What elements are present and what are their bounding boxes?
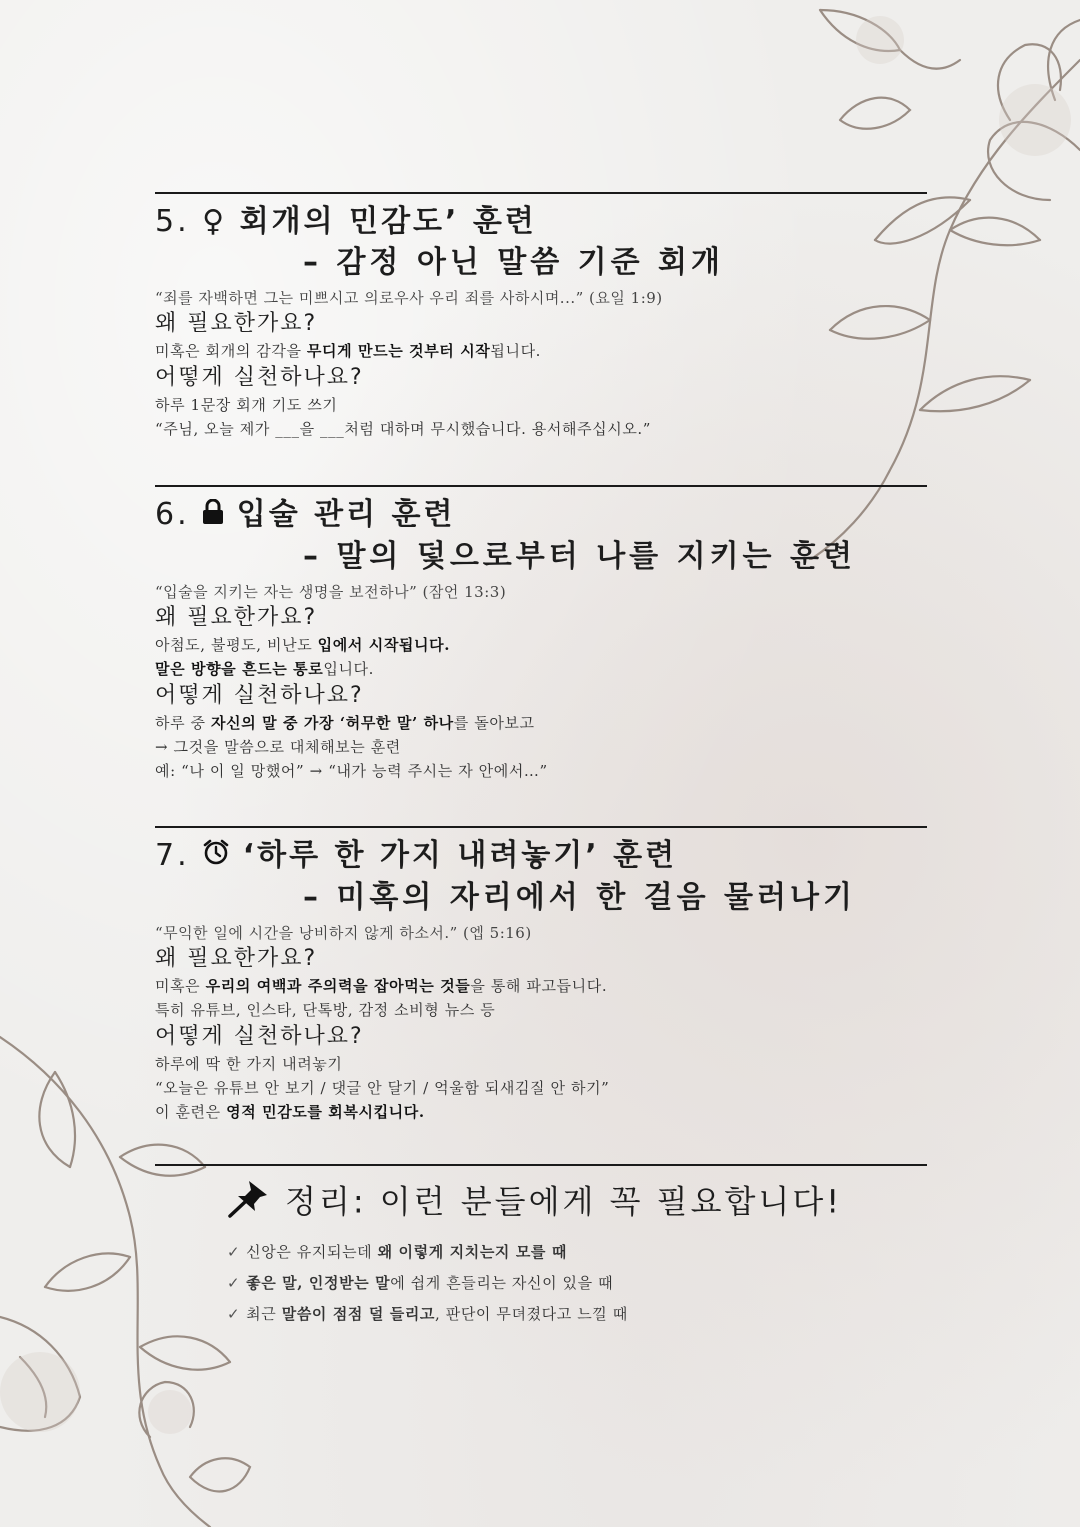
- body-line: [155, 339, 927, 363]
- check-icon: ✓: [227, 1274, 241, 1292]
- female-sign-icon: ♀: [202, 204, 228, 239]
- text-run: 을 통해 파고듭니다.: [470, 976, 608, 995]
- text-run: → 그것을 말씀으로 대체해보는 훈련: [155, 737, 401, 756]
- why-heading: 왜 필요한가요?: [155, 945, 318, 971]
- how-body: [155, 1052, 927, 1124]
- text-run: 를 돌아보고: [453, 713, 535, 732]
- body-line: [155, 417, 927, 441]
- section-6: [155, 485, 927, 783]
- scripture-quote: “무익한 일에 시간을 낭비하지 않게 하소서.” (엡 5:16): [155, 923, 532, 942]
- section-divider: [155, 192, 927, 194]
- section-title: [155, 836, 927, 877]
- text-run: 됩니다.: [490, 342, 542, 360]
- body-line: [155, 998, 927, 1022]
- text-run: , 판단이 무뎌졌다고 느낄 때: [435, 1305, 628, 1323]
- text-run: 하루 중: [155, 713, 212, 732]
- body-line: [155, 759, 927, 783]
- pushpin-icon: [227, 1178, 271, 1229]
- how-heading: 어떻게 실천하나요?: [155, 365, 364, 390]
- section-5: [155, 192, 927, 441]
- body-line: [155, 735, 927, 759]
- how-body: [155, 711, 927, 783]
- body-line: [155, 1100, 927, 1124]
- why-heading: 왜 필요한가요?: [155, 311, 318, 336]
- text-run: “주님, 오늘 제가 ___을 ___처럼 대하며 무시했습니다. 용서해주십시오.”: [155, 420, 652, 438]
- emphasis-text: 말씀이 점점 덜 들리고: [281, 1305, 436, 1323]
- text-run: 예: “나 이 일 망했어” → “내가 능력 주시는 자 안에서…”: [155, 761, 548, 780]
- why-body: [155, 633, 927, 681]
- emphasis-text: 왜 이렇게 지치는지 모를 때: [377, 1243, 567, 1261]
- section-divider: [155, 485, 927, 487]
- text-run: 미혹은: [155, 976, 206, 995]
- how-body: [155, 393, 927, 441]
- section-number: 5.: [155, 204, 190, 239]
- text-run: 특히 유튜브, 인스타, 단톡방, 감정 소비형 뉴스 등: [155, 1000, 496, 1019]
- emphasis-text: 무디게 만드는 것부터 시작: [306, 342, 491, 360]
- body-line: [155, 1076, 927, 1100]
- lock-icon: [202, 496, 224, 536]
- summary-section: [155, 1164, 927, 1330]
- why-body: [155, 339, 927, 363]
- section-subtitle: – 미혹의 자리에서 한 걸음 물러나기: [303, 879, 856, 915]
- text-run: 하루 1문장 회개 기도 쓰기: [155, 396, 338, 414]
- summary-item: [155, 1299, 927, 1330]
- how-heading: 어떻게 실천하나요?: [155, 1023, 364, 1049]
- summary-title: [155, 1178, 927, 1229]
- section-subtitle: – 감정 아닌 말씀 기준 회개: [303, 245, 725, 280]
- text-run: 미혹은 회개의 감각을: [155, 342, 307, 360]
- alarm-clock-icon: [202, 837, 230, 877]
- why-body: [155, 974, 927, 1022]
- text-run: 최근: [246, 1305, 282, 1323]
- text-run: 에 쉽게 흔들리는 자신이 있을 때: [390, 1274, 614, 1292]
- text-run: 입니다.: [323, 659, 375, 678]
- summary-title-text: 정리: 이런 분들에게 꼭 필요합니다!: [285, 1182, 843, 1221]
- emphasis-text: 좋은 말, 인정받는 말: [246, 1274, 391, 1292]
- summary-list: [155, 1237, 927, 1330]
- scripture-quote: “입술을 지키는 자는 생명을 보전하나” (잠언 13:3): [155, 582, 507, 601]
- text-run: 아첨도, 불평도, 비난도: [155, 635, 318, 654]
- section-title-text: 회개의 민감도’ 훈련: [239, 204, 537, 239]
- emphasis-text: 말은 방향을 흔드는 통로: [155, 659, 324, 678]
- body-line: [155, 657, 927, 681]
- emphasis-text: 입에서 시작됩니다.: [317, 635, 451, 654]
- check-icon: ✓: [227, 1305, 241, 1323]
- scripture-quote: “죄를 자백하면 그는 미쁘시고 의로우사 우리 죄를 사하시며...” (요일 1:9): [155, 289, 663, 307]
- body-line: [155, 633, 927, 657]
- section-subtitle: – 말의 덫으로부터 나를 지키는 훈련: [303, 538, 856, 574]
- text-run: “오늘은 유튜브 안 보기 / 댓글 안 달기 / 억울함 되새김질 안 하기”: [155, 1078, 610, 1097]
- section-number: 6.: [155, 497, 190, 532]
- summary-item: [155, 1237, 927, 1268]
- section-divider: [155, 1164, 927, 1166]
- text-run: 신앙은 유지되는데: [246, 1243, 378, 1261]
- text-run: 이 훈련은: [155, 1102, 227, 1121]
- body-line: [155, 1052, 927, 1076]
- summary-item: [155, 1268, 927, 1299]
- section-number: 7.: [155, 838, 190, 873]
- body-line: [155, 711, 927, 735]
- section-7: [155, 826, 927, 1124]
- section-title: [155, 495, 927, 536]
- section-title-text: 입술 관리 훈련: [236, 497, 456, 532]
- emphasis-text: 자신의 말 중 가장 ‘허무한 말’ 하나: [211, 713, 454, 732]
- body-line: [155, 393, 927, 417]
- emphasis-text: 영적 민감도를 회복시킵니다.: [226, 1102, 425, 1121]
- section-title: [155, 202, 927, 242]
- check-icon: ✓: [227, 1243, 241, 1261]
- how-heading: 어떻게 실천하나요?: [155, 682, 364, 708]
- text-run: 하루에 딱 한 가지 내려놓기: [155, 1054, 343, 1073]
- section-title-text: ‘하루 한 가지 내려놓기’ 훈련: [242, 838, 678, 873]
- why-heading: 왜 필요한가요?: [155, 604, 318, 630]
- section-divider: [155, 826, 927, 828]
- body-line: [155, 974, 927, 998]
- emphasis-text: 우리의 여백과 주의력을 잡아먹는 것들: [205, 976, 471, 995]
